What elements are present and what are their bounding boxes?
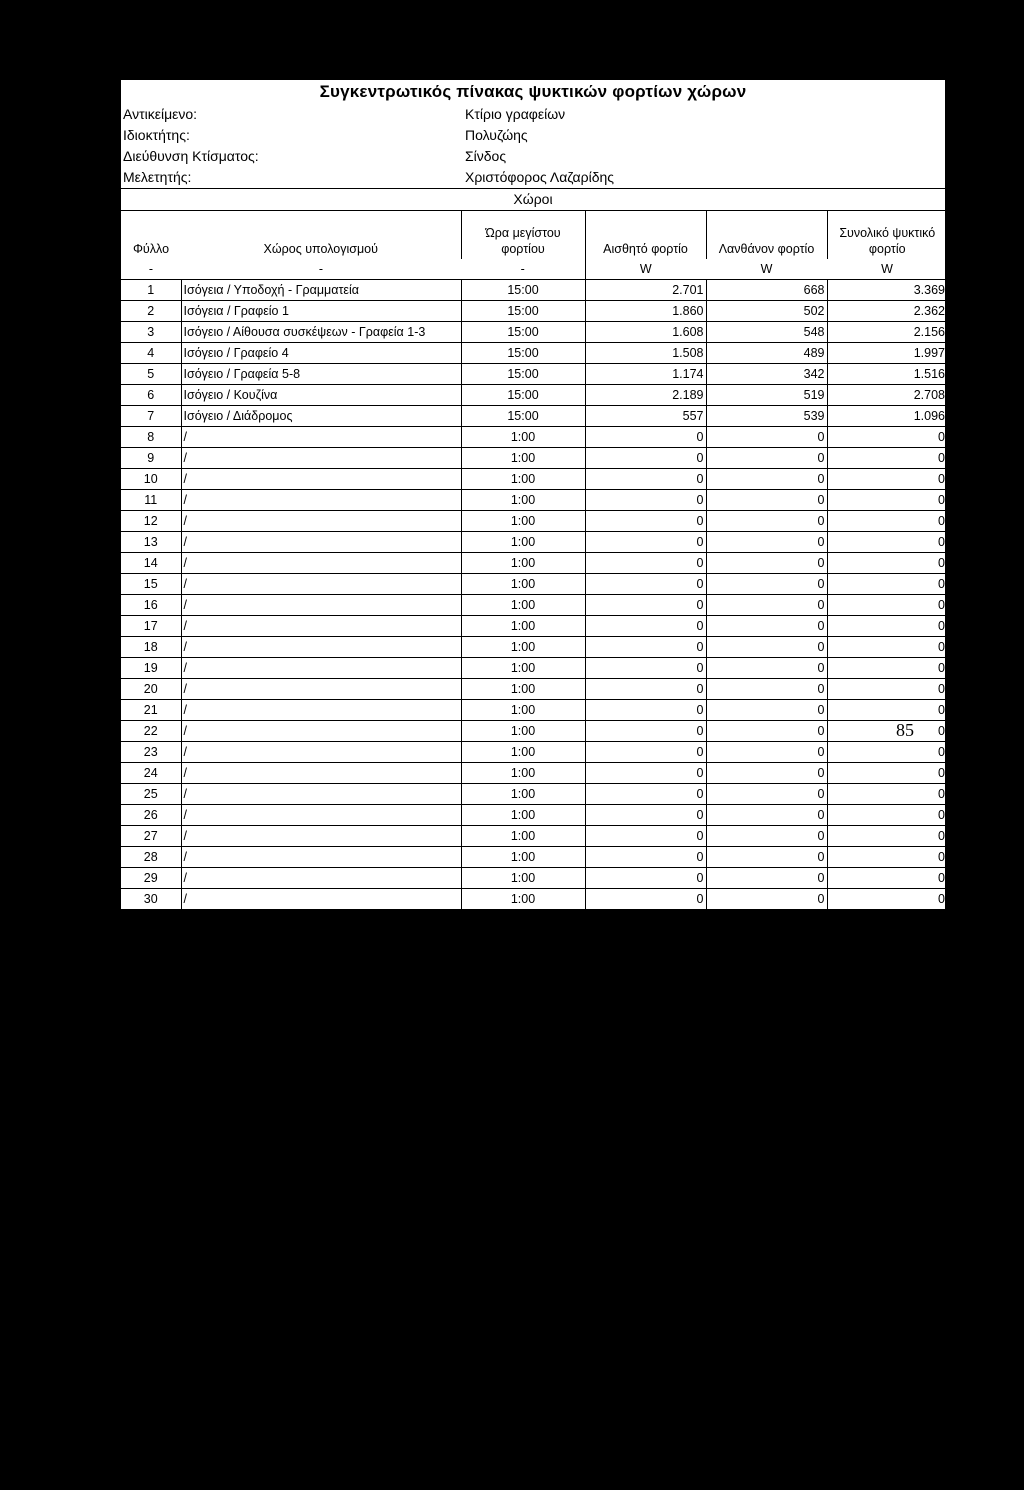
cell-space: /	[181, 763, 461, 784]
table-row	[121, 301, 947, 322]
col-header-sheet: Φύλλο	[132, 242, 170, 256]
table-row	[121, 679, 947, 700]
cell-total: 0	[827, 553, 947, 574]
cell-sensible: 0	[585, 805, 706, 826]
cell-time: 1:00	[461, 574, 585, 595]
col-header-space: Χώρος υπολογισμού	[263, 242, 378, 256]
cell-space: Ισόγειο / Διάδρομος	[181, 406, 461, 427]
column-header-row	[121, 211, 947, 259]
cell-space: /	[181, 532, 461, 553]
cell-time: 15:00	[461, 385, 585, 406]
cell-space: /	[181, 889, 461, 910]
table-row	[121, 637, 947, 658]
cell-latent: 0	[706, 532, 827, 553]
cell-total: 3.369	[827, 280, 947, 301]
cell-space: /	[181, 742, 461, 763]
table-row	[121, 595, 947, 616]
cell-sensible: 0	[585, 784, 706, 805]
cell-sheet: 12	[121, 511, 181, 532]
cell-latent: 0	[706, 721, 827, 742]
cell-latent: 0	[706, 763, 827, 784]
cell-sensible: 1.860	[585, 301, 706, 322]
cell-latent: 0	[706, 637, 827, 658]
cell-sheet: 19	[121, 658, 181, 679]
cell-latent: 0	[706, 847, 827, 868]
cell-sheet: 29	[121, 868, 181, 889]
cell-time: 15:00	[461, 343, 585, 364]
meta-row-object	[121, 104, 945, 125]
cell-latent: 0	[706, 427, 827, 448]
cell-space: /	[181, 679, 461, 700]
cell-space: /	[181, 637, 461, 658]
cell-time: 1:00	[461, 637, 585, 658]
cell-sensible: 0	[585, 616, 706, 637]
cell-sheet: 24	[121, 763, 181, 784]
unit-latent: W	[706, 259, 827, 280]
cell-time: 1:00	[461, 805, 585, 826]
cell-sensible: 0	[585, 427, 706, 448]
cell-total: 0	[827, 868, 947, 889]
cell-sensible: 0	[585, 658, 706, 679]
cell-total: 0	[827, 469, 947, 490]
cell-time: 15:00	[461, 322, 585, 343]
cell-sensible: 2.189	[585, 385, 706, 406]
cell-sheet: 9	[121, 448, 181, 469]
table-row	[121, 427, 947, 448]
cell-time: 15:00	[461, 301, 585, 322]
col-header-latent: Λανθάνον φορτίο	[706, 211, 827, 259]
cell-total: 0	[827, 448, 947, 469]
cell-space: /	[181, 784, 461, 805]
cell-sensible: 0	[585, 721, 706, 742]
cell-latent: 0	[706, 742, 827, 763]
unit-time: -	[461, 259, 585, 280]
cell-total: 0	[827, 763, 947, 784]
cell-space: Ισόγειο / Κουζίνα	[181, 385, 461, 406]
cell-total: 0	[827, 847, 947, 868]
cell-total: 0	[827, 721, 947, 742]
cell-sheet: 28	[121, 847, 181, 868]
cell-sheet: 27	[121, 826, 181, 847]
cell-sensible: 0	[585, 763, 706, 784]
cell-total: 0	[827, 679, 947, 700]
cell-sensible: 557	[585, 406, 706, 427]
cell-total: 2.156	[827, 322, 947, 343]
cell-sheet: 1	[121, 280, 181, 301]
cell-time: 1:00	[461, 658, 585, 679]
cell-latent: 0	[706, 679, 827, 700]
cell-space: /	[181, 595, 461, 616]
cell-sheet: 16	[121, 595, 181, 616]
cell-space: /	[181, 616, 461, 637]
cell-total: 0	[827, 532, 947, 553]
table-row	[121, 469, 947, 490]
table-row	[121, 889, 947, 910]
cell-space: /	[181, 658, 461, 679]
cell-sensible: 0	[585, 595, 706, 616]
cell-total: 0	[827, 826, 947, 847]
cell-space: /	[181, 448, 461, 469]
cell-sensible: 0	[585, 700, 706, 721]
cell-time: 1:00	[461, 847, 585, 868]
cell-sensible: 0	[585, 679, 706, 700]
cell-time: 1:00	[461, 679, 585, 700]
cell-sensible: 0	[585, 448, 706, 469]
meta-value: Σίνδος	[465, 148, 507, 164]
cell-time: 1:00	[461, 511, 585, 532]
cell-space: /	[181, 721, 461, 742]
cell-space: /	[181, 868, 461, 889]
cell-space: Ισόγεια / Γραφείο 1	[181, 301, 461, 322]
cell-total: 0	[827, 889, 947, 910]
meta-row-address	[121, 146, 945, 167]
cell-sensible: 0	[585, 532, 706, 553]
table-row	[121, 490, 947, 511]
cell-time: 1:00	[461, 532, 585, 553]
cell-sensible: 1.174	[585, 364, 706, 385]
table-row	[121, 574, 947, 595]
cell-space: /	[181, 847, 461, 868]
cell-space: /	[181, 574, 461, 595]
cell-sensible: 1.508	[585, 343, 706, 364]
cell-sheet: 11	[121, 490, 181, 511]
meta-label: Ιδιοκτήτης:	[123, 127, 190, 143]
table-row	[121, 847, 947, 868]
cell-total: 0	[827, 658, 947, 679]
cell-latent: 0	[706, 511, 827, 532]
cell-time: 1:00	[461, 826, 585, 847]
cell-time: 15:00	[461, 406, 585, 427]
cell-latent: 0	[706, 469, 827, 490]
cell-space: Ισόγειο / Γραφείο 4	[181, 343, 461, 364]
meta-row-designer	[121, 167, 945, 188]
table-row	[121, 784, 947, 805]
cell-sensible: 0	[585, 469, 706, 490]
cell-sheet: 2	[121, 301, 181, 322]
cell-sensible: 0	[585, 637, 706, 658]
cell-time: 1:00	[461, 448, 585, 469]
table-row	[121, 511, 947, 532]
cell-total: 0	[827, 427, 947, 448]
cell-time: 15:00	[461, 280, 585, 301]
cell-latent: 502	[706, 301, 827, 322]
cell-sheet: 14	[121, 553, 181, 574]
cell-time: 1:00	[461, 490, 585, 511]
cell-sheet: 20	[121, 679, 181, 700]
cell-sheet: 10	[121, 469, 181, 490]
cell-latent: 0	[706, 616, 827, 637]
cell-space: /	[181, 553, 461, 574]
table-row	[121, 280, 947, 301]
table-row	[121, 805, 947, 826]
cell-time: 1:00	[461, 742, 585, 763]
table-row	[121, 343, 947, 364]
cell-sheet: 3	[121, 322, 181, 343]
cell-space: /	[181, 427, 461, 448]
cell-sensible: 0	[585, 889, 706, 910]
cell-total: 0	[827, 595, 947, 616]
table-row	[121, 700, 947, 721]
table-row	[121, 385, 947, 406]
cell-sensible: 0	[585, 574, 706, 595]
cell-latent: 0	[706, 490, 827, 511]
cell-sensible: 0	[585, 553, 706, 574]
cell-sheet: 30	[121, 889, 181, 910]
unit-sensible: W	[585, 259, 706, 280]
units-row	[121, 259, 947, 280]
cell-total: 0	[827, 616, 947, 637]
cell-space: /	[181, 490, 461, 511]
meta-block	[121, 104, 945, 188]
meta-value: Χριστόφορος Λαζαρίδης	[465, 169, 615, 185]
cell-total: 1.997	[827, 343, 947, 364]
cell-sensible: 2.701	[585, 280, 706, 301]
cell-total: 0	[827, 784, 947, 805]
cell-sheet: 22	[121, 721, 181, 742]
cell-latent: 668	[706, 280, 827, 301]
cell-time: 1:00	[461, 784, 585, 805]
cell-sensible: 0	[585, 742, 706, 763]
meta-label: Μελετητής:	[123, 169, 192, 185]
cell-latent: 519	[706, 385, 827, 406]
cell-total: 0	[827, 574, 947, 595]
cell-total: 0	[827, 490, 947, 511]
cell-time: 1:00	[461, 721, 585, 742]
cell-sheet: 5	[121, 364, 181, 385]
cell-latent: 0	[706, 826, 827, 847]
cell-space: Ισόγειο / Αίθουσα συσκέψεων - Γραφεία 1-3	[181, 322, 461, 343]
table-row	[121, 406, 947, 427]
cell-space: /	[181, 469, 461, 490]
cell-latent: 0	[706, 574, 827, 595]
cell-latent: 0	[706, 553, 827, 574]
cell-time: 1:00	[461, 868, 585, 889]
col-header-time: Ώρα μεγίστου φορτίου	[461, 211, 585, 259]
cell-total: 2.362	[827, 301, 947, 322]
cell-latent: 489	[706, 343, 827, 364]
meta-value: Κτίριο γραφείων	[465, 106, 566, 122]
cell-sheet: 23	[121, 742, 181, 763]
cell-sheet: 8	[121, 427, 181, 448]
table-row	[121, 721, 947, 742]
cell-latent: 0	[706, 805, 827, 826]
cell-time: 1:00	[461, 427, 585, 448]
cell-sheet: 6	[121, 385, 181, 406]
col-header-total: Συνολικό ψυκτικό φορτίο	[827, 211, 947, 259]
cell-total: 0	[827, 511, 947, 532]
cell-total: 0	[827, 742, 947, 763]
unit-space: -	[181, 259, 461, 280]
table-row	[121, 658, 947, 679]
table-row	[121, 763, 947, 784]
cell-sensible: 0	[585, 868, 706, 889]
cell-sheet: 15	[121, 574, 181, 595]
cell-sheet: 18	[121, 637, 181, 658]
document-title: Συγκεντρωτικός πίνακας ψυκτικών φορτίων χώρων	[319, 82, 747, 101]
load-summary-sheet	[120, 79, 946, 911]
cell-time: 15:00	[461, 364, 585, 385]
table-row	[121, 532, 947, 553]
cell-latent: 0	[706, 889, 827, 910]
table-row	[121, 616, 947, 637]
cell-time: 1:00	[461, 616, 585, 637]
cell-space: /	[181, 826, 461, 847]
cell-latent: 0	[706, 784, 827, 805]
cell-total: 0	[827, 700, 947, 721]
cell-time: 1:00	[461, 595, 585, 616]
cell-latent: 0	[706, 658, 827, 679]
cell-total: 0	[827, 805, 947, 826]
cell-time: 1:00	[461, 763, 585, 784]
table-row	[121, 322, 947, 343]
table-row	[121, 553, 947, 574]
table-row	[121, 742, 947, 763]
cell-sensible: 1.608	[585, 322, 706, 343]
cell-latent: 0	[706, 595, 827, 616]
table-row	[121, 364, 947, 385]
cell-time: 1:00	[461, 700, 585, 721]
cell-sheet: 13	[121, 532, 181, 553]
cell-time: 1:00	[461, 553, 585, 574]
cell-sensible: 0	[585, 511, 706, 532]
cell-latent: 548	[706, 322, 827, 343]
unit-total: W	[827, 259, 947, 280]
meta-label: Αντικείμενο:	[123, 106, 198, 122]
cell-sheet: 7	[121, 406, 181, 427]
cell-space: Ισόγεια / Υποδοχή - Γραμματεία	[181, 280, 461, 301]
cell-sheet: 26	[121, 805, 181, 826]
cell-latent: 0	[706, 700, 827, 721]
cell-space: Ισόγειο / Γραφεία 5-8	[181, 364, 461, 385]
cell-sensible: 0	[585, 847, 706, 868]
cell-time: 1:00	[461, 889, 585, 910]
cell-sheet: 25	[121, 784, 181, 805]
cell-sheet: 17	[121, 616, 181, 637]
cell-space: /	[181, 805, 461, 826]
cell-sensible: 0	[585, 490, 706, 511]
unit-sheet: -	[121, 259, 181, 280]
table-row	[121, 826, 947, 847]
cell-sheet: 4	[121, 343, 181, 364]
meta-label: Διεύθυνση Κτίσματος:	[123, 148, 259, 164]
cooling-loads-table	[121, 211, 947, 910]
cell-latent: 342	[706, 364, 827, 385]
col-header-sensible: Αισθητό φορτίο	[585, 211, 706, 259]
cell-time: 1:00	[461, 469, 585, 490]
cell-sheet: 21	[121, 700, 181, 721]
cell-latent: 539	[706, 406, 827, 427]
cell-total: 1.096	[827, 406, 947, 427]
cell-sensible: 0	[585, 826, 706, 847]
cell-latent: 0	[706, 868, 827, 889]
page-number: 85	[896, 720, 914, 740]
cell-total: 0	[827, 637, 947, 658]
cell-total: 2.708	[827, 385, 947, 406]
cell-latent: 0	[706, 448, 827, 469]
meta-row-owner	[121, 125, 945, 146]
table-row	[121, 868, 947, 889]
cell-total: 1.516	[827, 364, 947, 385]
cell-space: /	[181, 511, 461, 532]
spaces-section-label: Χώροι	[121, 188, 945, 211]
meta-value: Πολυζώης	[465, 127, 528, 143]
cell-space: /	[181, 700, 461, 721]
table-row	[121, 448, 947, 469]
